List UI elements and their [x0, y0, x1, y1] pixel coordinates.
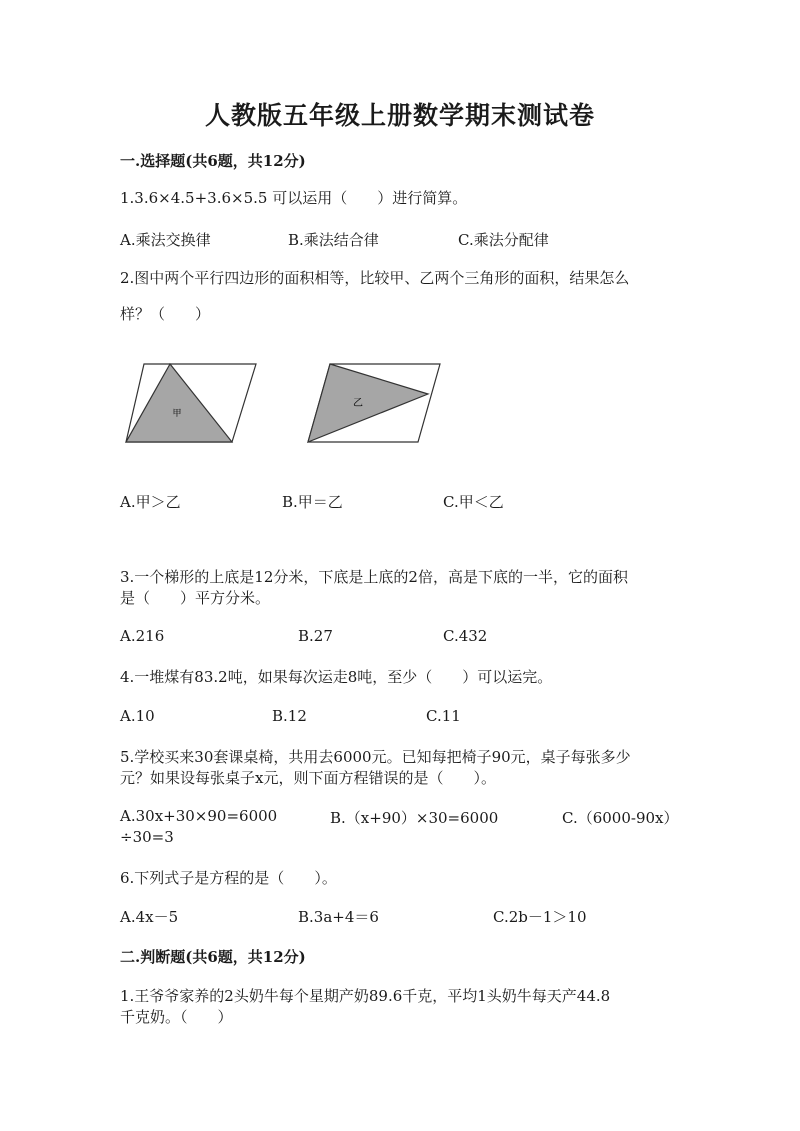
question-6: 6.下列式子是方程的是（ ）。 [120, 869, 337, 887]
q3-option-a: A.216 [120, 627, 165, 645]
question-3-line-2: 是（ ）平方分米。 [120, 589, 271, 607]
q6-option-a: A.4x－5 [120, 908, 179, 926]
section-heading-judge: 二.判断题(共6题，共12分) [120, 948, 306, 966]
triangle-label-jia: 甲 [172, 409, 182, 419]
q2-option-b: B.甲＝乙 [282, 493, 343, 511]
q1-option-a: A.乘法交换律 [120, 231, 211, 249]
question-2-line-2: 样？（ ） [120, 305, 211, 323]
question-5-line-1: 5.学校买来30套课桌椅，共用去6000元。已知每把椅子90元，桌子每张多少 [120, 748, 631, 766]
triangle-label-yi: 乙 [353, 398, 363, 409]
parallelogram-figure-left [120, 358, 260, 448]
page-title: 人教版五年级上册数学期末测试卷 [204, 101, 595, 130]
q1-option-c: C.乘法分配律 [458, 231, 549, 249]
question-2-line-1: 2.图中两个平行四边形的面积相等，比较甲、乙两个三角形的面积，结果怎么 [120, 269, 630, 287]
judge-question-1-line-2: 千克奶。（ ） [120, 1008, 233, 1026]
question-4: 4.一堆煤有83.2吨，如果每次运走8吨，至少（ ）可以运完。 [120, 668, 553, 686]
q5-option-b: B.（x+90）×30=6000 [330, 809, 499, 827]
q2-option-c: C.甲＜乙 [443, 493, 504, 511]
q3-option-c: C.432 [443, 627, 488, 645]
section-heading-choice: 一.选择题(共6题，共12分) [120, 152, 306, 170]
q5-option-c-continued: ÷30=3 [120, 828, 174, 846]
q2-option-a: A.甲＞乙 [120, 493, 181, 511]
q4-option-b: B.12 [272, 707, 307, 725]
parallelogram-figure-right [300, 358, 445, 448]
q3-option-b: B.27 [298, 627, 333, 645]
q4-option-c: C.11 [426, 707, 461, 725]
q5-option-a: A.30x+30×90=6000 [120, 807, 278, 825]
question-5-line-2: 元？如果设每张桌子x元，则下面方程错误的是（ ）。 [120, 769, 496, 787]
q6-option-b: B.3a+4＝6 [298, 908, 379, 926]
q6-option-c: C.2b－1＞10 [493, 908, 587, 926]
q1-option-b: B.乘法结合律 [288, 231, 379, 249]
q4-option-a: A.10 [120, 707, 155, 725]
question-1: 1.3.6×4.5+3.6×5.5 可以运用（ ）进行简算。 [120, 189, 468, 207]
question-3-line-1: 3.一个梯形的上底是12分米，下底是上底的2倍，高是下底的一半，它的面积 [120, 568, 628, 586]
q5-option-c: C.（6000-90x） [562, 809, 679, 827]
judge-question-1-line-1: 1.王爷爷家养的2头奶牛每个星期产奶89.6千克，平均1头奶牛每天产44.8 [120, 987, 611, 1005]
